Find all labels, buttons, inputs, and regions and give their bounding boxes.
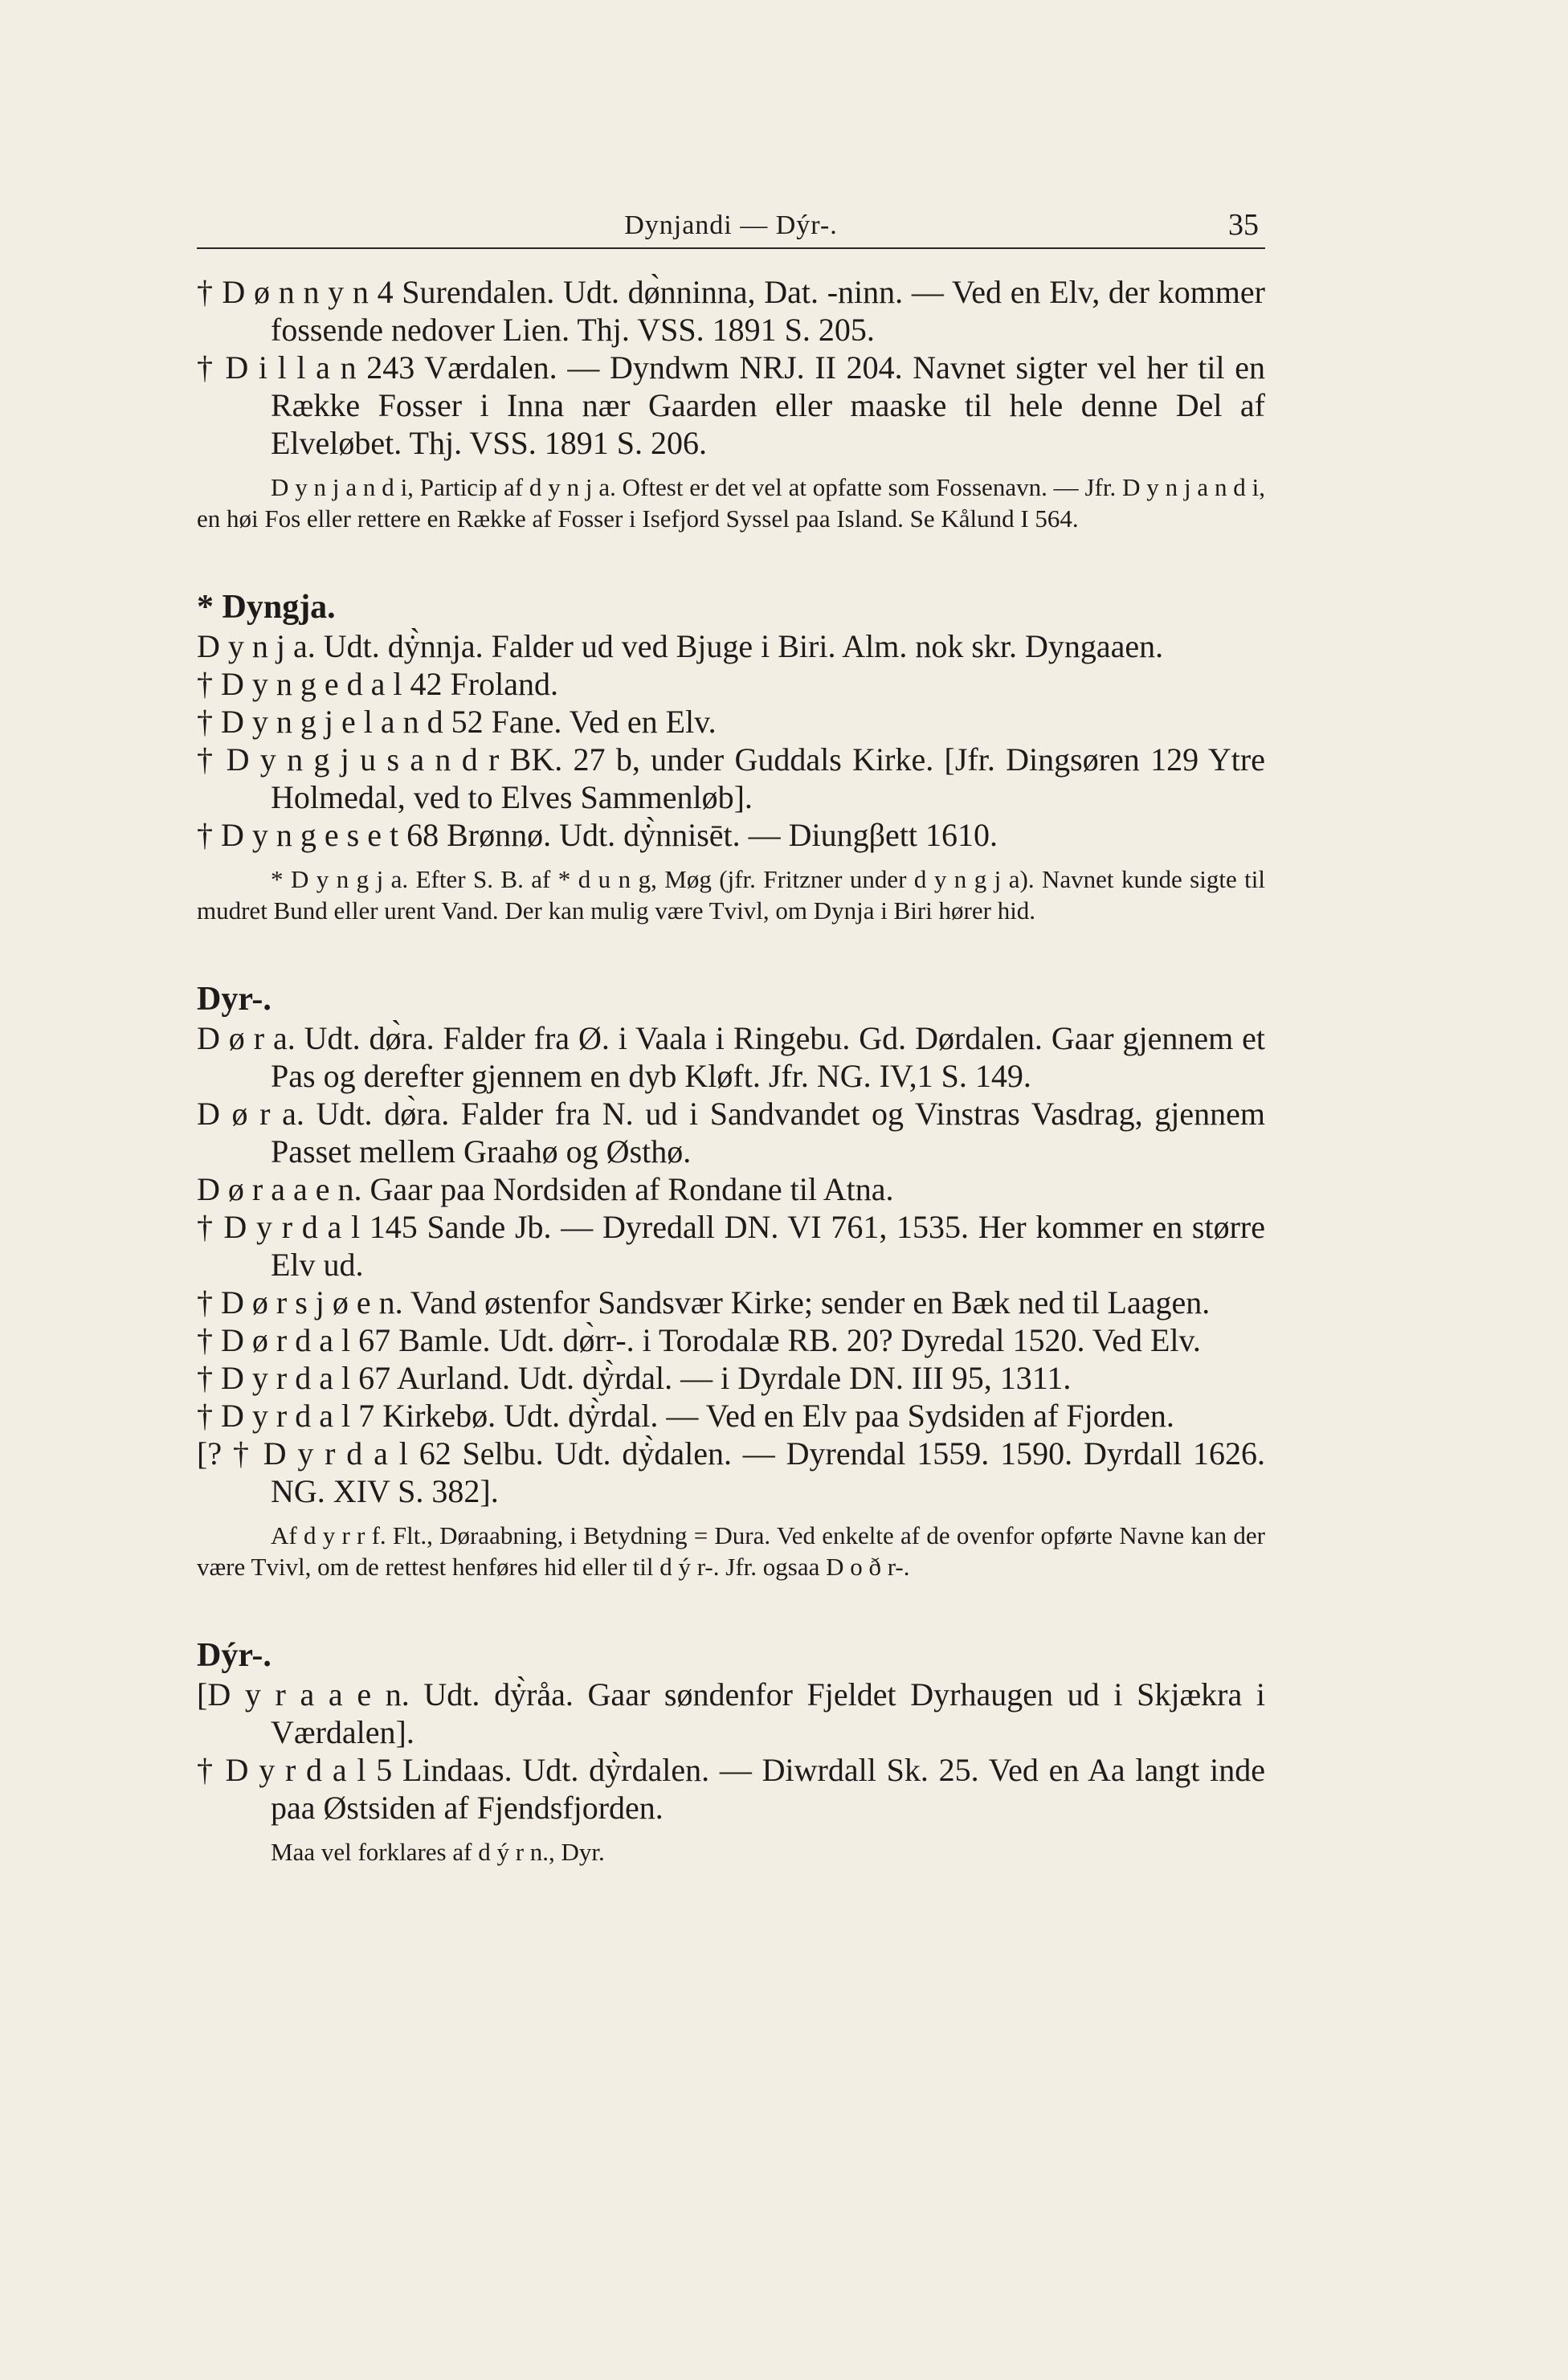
entry: † D ø r s j ø e n. Vand østenfor Sandsvær Kirke; sender en Bæk ned til Laagen.: [197, 1284, 1211, 1321]
entry: D ø r a. Udt. dø̀ra. Falder fra Ø. i Vaala i Ringebu. Gd. Dørdalen. Gaar gjennem et Pas og derefter gjennem en dyb Kløft. Jfr. NG. IV,1 S. 149.: [197, 1020, 1265, 1094]
entry: † D y n g j u s a n d r BK. 27 b, under Guddals Kirke. [Jfr. Dingsøren 129 Ytre Holmedal, ved to Elves Sammenløb].: [197, 741, 1265, 815]
entry: † D y r d a l 5 Lindaas. Udt. dẏ̀rdalen. — Diwrdall Sk. 25. Ved en Aa langt inde paa Østsiden af Fjendsfjorden.: [197, 1752, 1265, 1826]
entry: † D ø r d a l 67 Bamle. Udt. dø̀rr-. i Torodalæ RB. 20? Dyredal 1520. Ved Elv.: [197, 1322, 1201, 1358]
entry: D ø r a a e n. Gaar paa Nordsiden af Rondane til Atna.: [197, 1171, 894, 1207]
etymology-note: D y n j a n d i, Particip af d y n j a. Oftest er det vel at opfatte som Fossenavn. — Jfr. D y n j a n d i, en høi Fos eller rettere en Række af Fosser i Isefjord Syssel paa Island. Se Kålund I 564.: [197, 473, 1265, 533]
entry: [? † D y r d a l 62 Selbu. Udt. dẏ̀dalen. — Dyrendal 1559. 1590. Dyrdall 1626. NG. XIV S. 382].: [197, 1435, 1265, 1509]
entry: D y n j a. Udt. dẏ̀nnja. Falder ud ved Bjuge i Biri. Alm. nok skr. Dyngaaen.: [197, 628, 1164, 664]
entry: † D y n g j e l a n d 52 Fane. Ved en Elv.: [197, 704, 717, 740]
page-number: 35: [1228, 208, 1259, 242]
entry: † D i l l a n 243 Værdalen. — Dyndwm NRJ. II 204. Navnet sigter vel her til en Række Fosser i Inna nær Gaarden eller maaske til hele denne Del af Elveløbet. Thj. VSS. 1891 S. 206.: [197, 349, 1265, 461]
section-heading: * Dyngja.: [197, 589, 336, 626]
entry: † D y n g e d a l 42 Froland.: [197, 666, 558, 702]
running-header: [197, 207, 1265, 249]
entry: † D y n g e s e t 68 Brønnø. Udt. dẏ̀nnisēt. — Diungβett 1610.: [197, 817, 998, 853]
header-title: Dynjandi — Dýr-.: [624, 210, 838, 240]
entry: † D y r d a l 145 Sande Jb. — Dyredall DN. VI 761, 1535. Her kommer en større Elv ud.: [197, 1209, 1265, 1283]
entry: [D y r a a e n. Udt. dẏ̀råa. Gaar søndenfor Fjeldet Dyrhaugen ud i Skjækra i Værdalen].: [197, 1676, 1265, 1750]
entry: † D ø n n y n 4 Surendalen. Udt. dø̀nninna, Dat. -ninn. — Ved en Elv, der kommer fossende nedover Lien. Thj. VSS. 1891 S. 205.: [197, 274, 1265, 348]
entry: † D y r d a l 67 Aurland. Udt. dẏ̀rdal. — i Dyrdale DN. III 95, 1311.: [197, 1360, 1072, 1396]
page-body: [197, 273, 1265, 1868]
entry: † D y r d a l 7 Kirkebø. Udt. dẏ̀rdal. — Ved en Elv paa Sydsiden af Fjorden.: [197, 1398, 1174, 1434]
etymology-note: Maa vel forklares af d ý r n., Dyr.: [271, 1838, 605, 1866]
section-heading: Dýr-.: [197, 1637, 272, 1674]
section-heading: Dyr-.: [197, 981, 272, 1018]
etymology-note: * D y n g j a. Efter S. B. af * d u n g, Møg (jfr. Fritzner under d y n g j a). Navnet kunde sigte til mudret Bund eller urent Vand. Der kan mulig være Tvivl, om Dynja i Biri hører hid.: [197, 865, 1265, 925]
entry: D ø r a. Udt. dø̀ra. Falder fra N. ud i Sandvandet og Vinstras Vasdrag, gjennem Passet mellem Graahø og Østhø.: [197, 1096, 1265, 1170]
etymology-note: Af d y r r f. Flt., Døraabning, i Betydning = Dura. Ved enkelte af de ovenfor opførte Navne kan der være Tvivl, om de rettest henføres hid eller til d ý r-. Jfr. ogsaa D o ð r-.: [197, 1521, 1265, 1581]
